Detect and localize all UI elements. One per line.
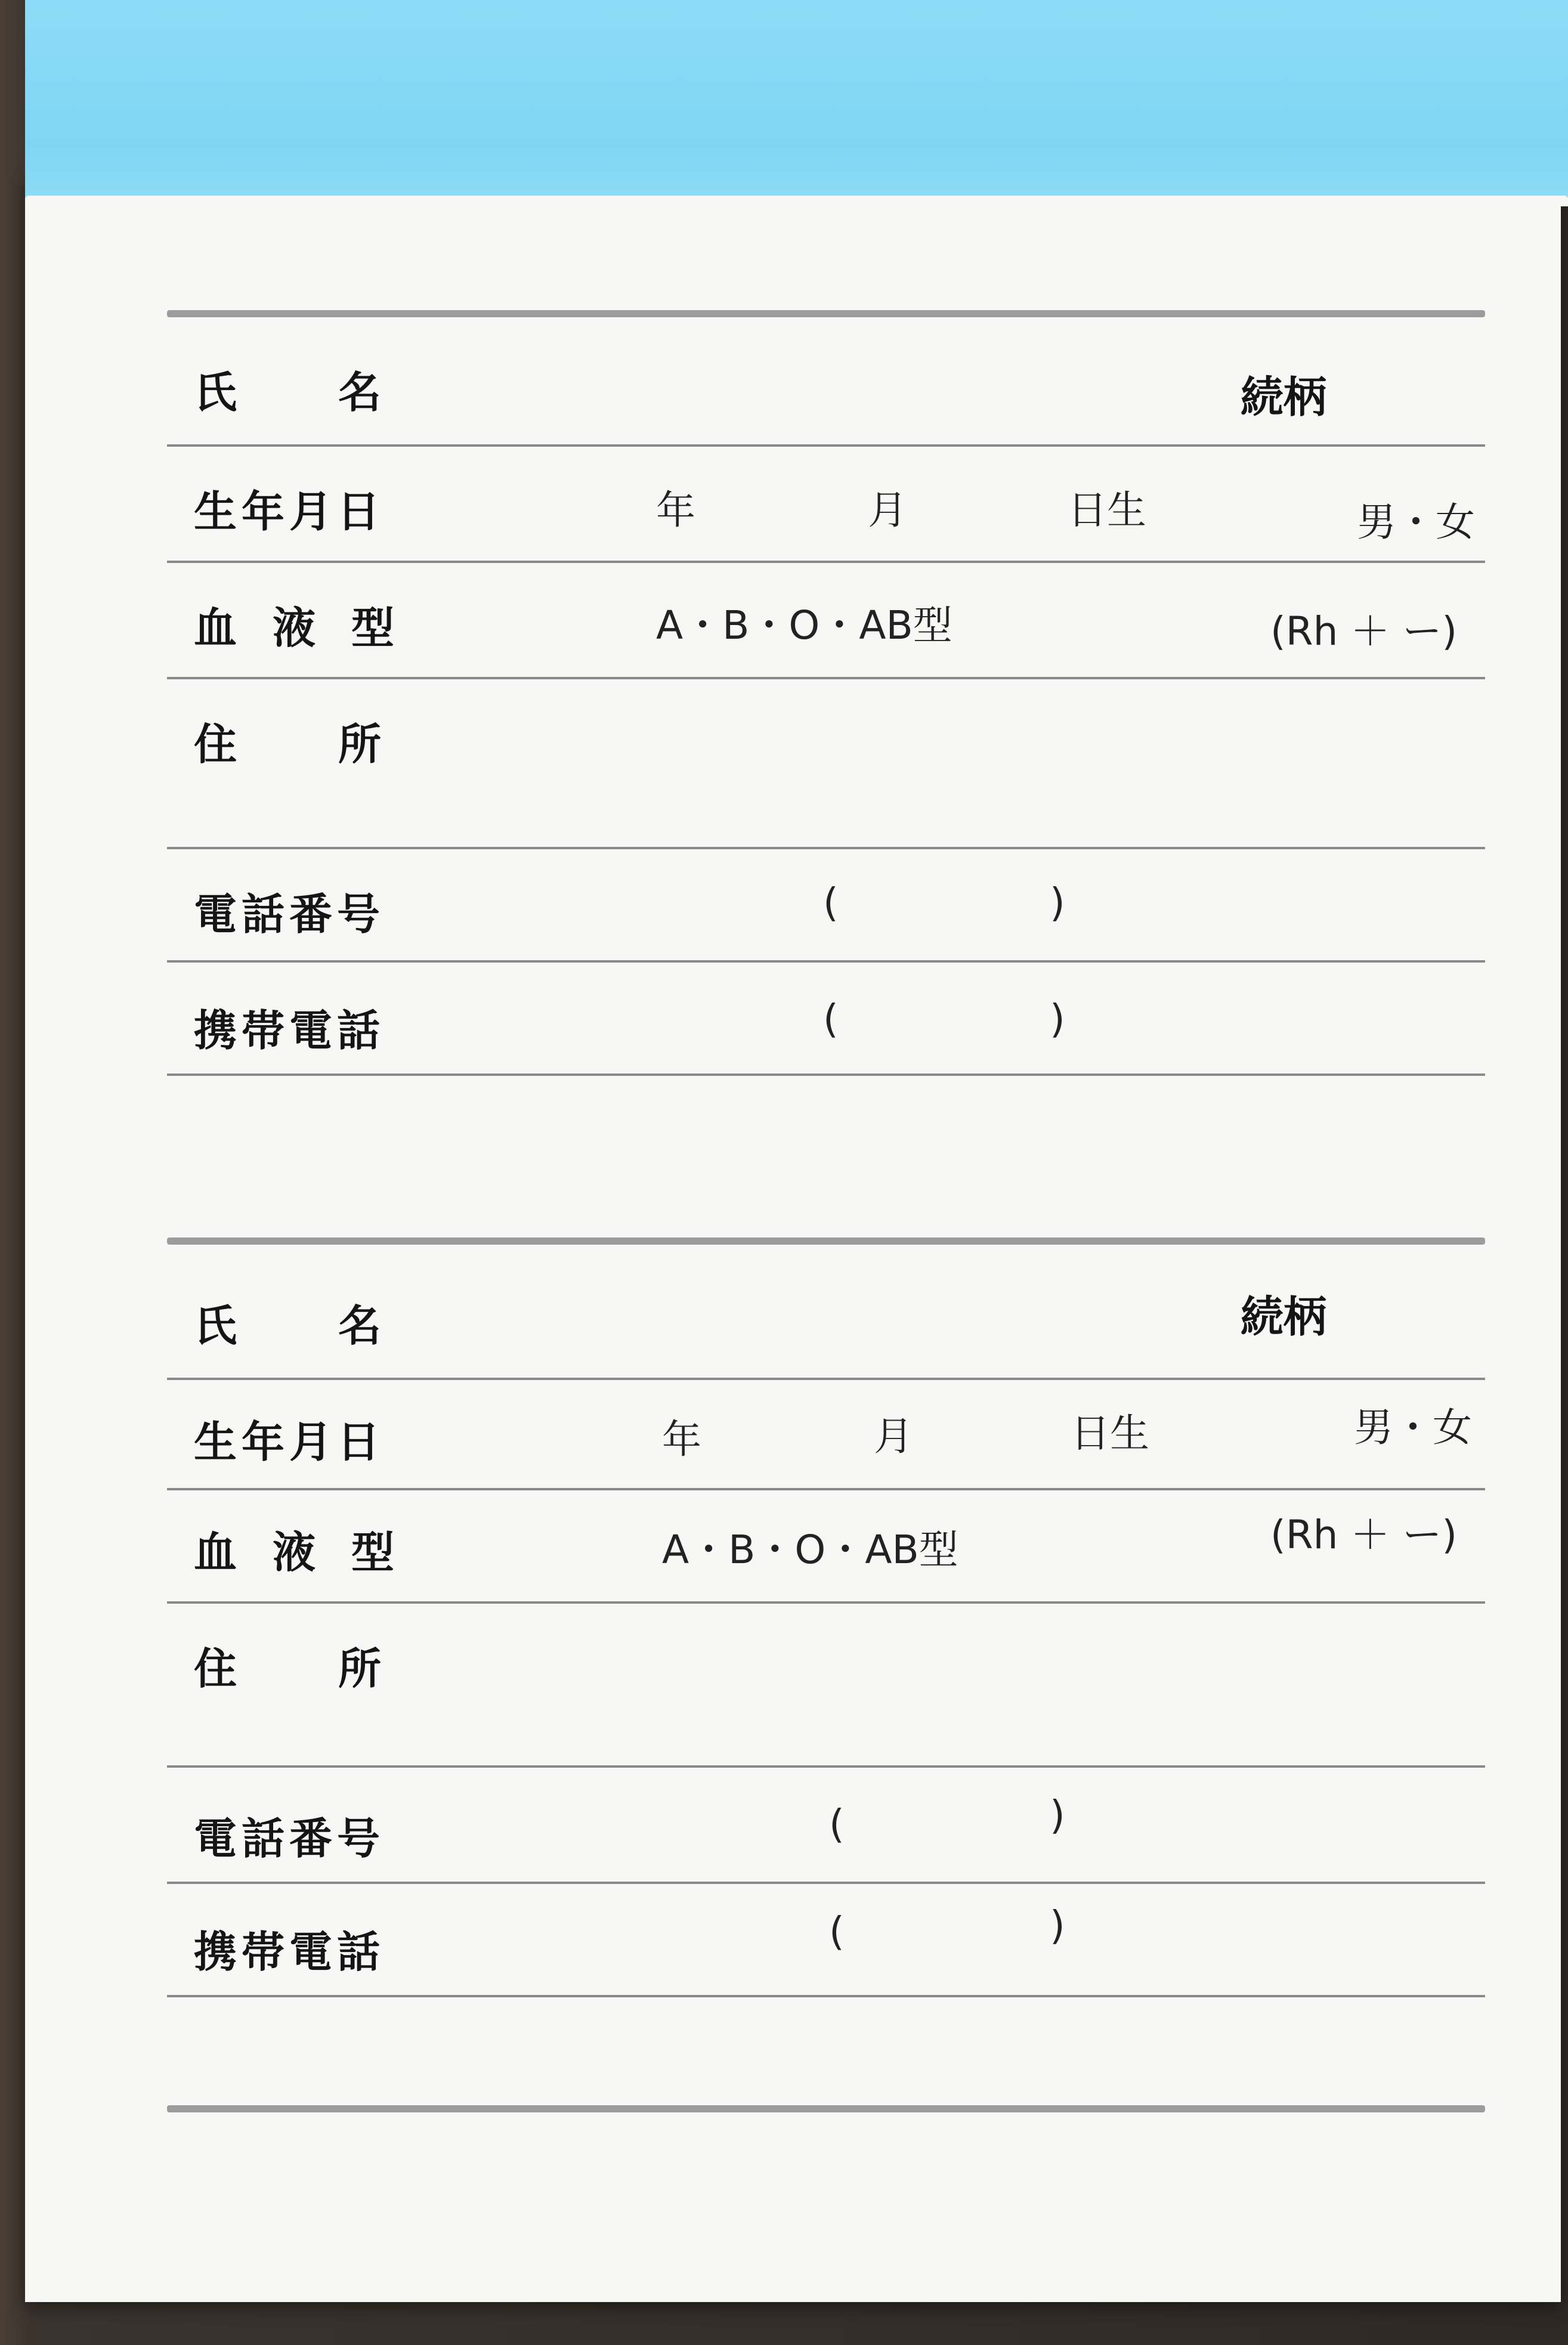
relation-label: 続柄 <box>1241 372 1327 422</box>
day-born-unit: 日生 <box>1068 487 1146 533</box>
row-rule <box>167 960 1485 963</box>
top-rule <box>167 310 1485 317</box>
row-rule <box>167 1995 1485 1997</box>
year-unit: 年 <box>656 487 695 533</box>
birthdate-label: 生年月日 <box>194 1417 385 1467</box>
mobile-close-paren: ) <box>1050 996 1065 1042</box>
phone-label: 電話番号 <box>194 1814 385 1864</box>
blood-type-label: 血液型 <box>194 603 431 653</box>
mobile-label: 携帯電話 <box>194 1927 385 1977</box>
mobile-close-paren: ) <box>1050 1902 1065 1948</box>
address-label: 住所 <box>194 719 483 769</box>
row-rule <box>167 1378 1485 1380</box>
rh-factor: (Rh ＋ ー) <box>1270 1512 1458 1558</box>
rh-factor: (Rh ＋ ー) <box>1270 608 1458 654</box>
row-rule <box>167 1601 1485 1604</box>
row-rule <box>167 1882 1485 1884</box>
relation-label: 続柄 <box>1241 1292 1327 1342</box>
area-code-close-paren: ) <box>1050 880 1065 926</box>
mobile-open-paren: ( <box>823 996 839 1042</box>
row-rule <box>167 847 1485 849</box>
row-rule <box>167 1488 1485 1490</box>
row-rule <box>167 561 1485 563</box>
name-label: 氏名 <box>194 367 483 417</box>
area-code-open-paren: ( <box>823 880 839 926</box>
name-label: 氏名 <box>194 1301 483 1351</box>
row-rule <box>167 444 1485 447</box>
area-code-open-paren: ( <box>829 1801 845 1847</box>
month-unit: 月 <box>874 1413 913 1459</box>
blood-type-label: 血液型 <box>194 1527 431 1577</box>
cover-flap <box>25 0 1568 206</box>
row-rule <box>167 1073 1485 1076</box>
birthdate-label: 生年月日 <box>194 487 385 537</box>
phone-label: 電話番号 <box>194 889 385 939</box>
month-unit: 月 <box>868 487 907 533</box>
mobile-label: 携帯電話 <box>194 1006 385 1056</box>
row-rule <box>167 677 1485 679</box>
top-rule <box>167 1238 1485 1245</box>
sex-choice: 男・女 <box>1357 499 1475 545</box>
day-born-unit: 日生 <box>1071 1410 1149 1456</box>
sex-choice: 男・女 <box>1354 1404 1472 1450</box>
mobile-open-paren: ( <box>829 1908 845 1954</box>
row-rule <box>167 1765 1485 1768</box>
bottom-rule <box>167 2105 1485 2112</box>
address-label: 住所 <box>194 1644 483 1694</box>
blood-type-options: A・B・O・AB型 <box>656 602 952 648</box>
blood-type-options: A・B・O・AB型 <box>662 1527 958 1573</box>
area-code-close-paren: ) <box>1050 1792 1065 1838</box>
year-unit: 年 <box>662 1416 701 1462</box>
